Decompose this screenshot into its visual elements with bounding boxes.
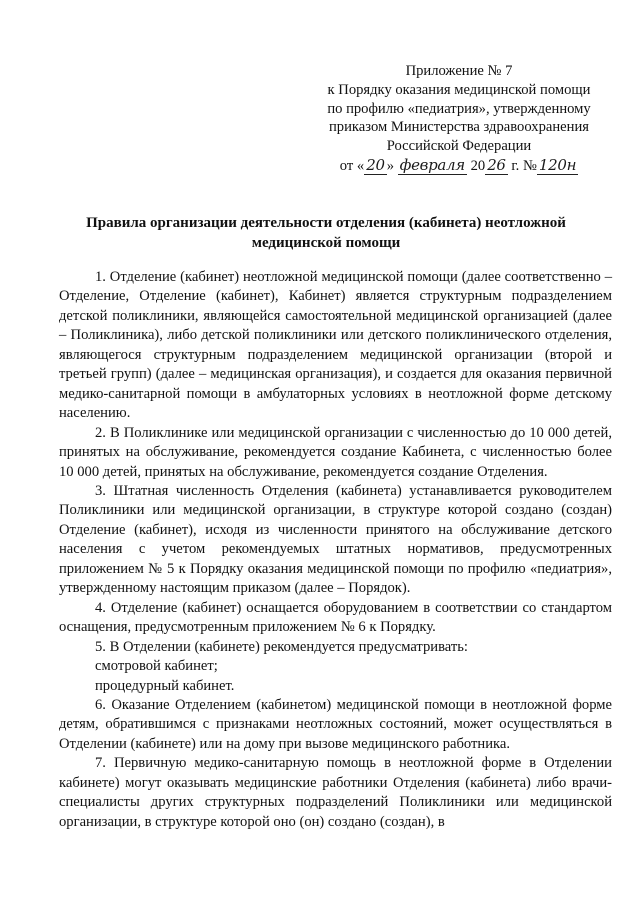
appendix-number: Приложение № 7 — [405, 63, 513, 79]
paragraph-6: 6. Оказание Отделением (кабинетом) медицинской помощи в неотложной форме детям, обратившимся с признаками неотложных состояний, может осуществляться в Отделении (кабинете) или на дому при вызове медицинского работника. — [59, 696, 612, 752]
appendix-header — [300, 62, 618, 176]
handwritten-order-number: 120н — [538, 155, 577, 174]
document-title — [40, 213, 612, 253]
handwritten-year: 26 — [487, 155, 506, 174]
appendix-line-2: к Порядку оказания медицинской помощи — [327, 81, 591, 98]
paragraph-5: 5. В Отделении (кабинете) рекомендуется предусматривать: — [95, 638, 468, 655]
paragraph-1: 1. Отделение (кабинет) неотложной медицинской помощи (далее соответственно – Отделение, Отделение (кабинет), Кабинет) является структурным подразделением детской поликлиники, являющейся самостоятельной медицинской организацией (далее – Поликлиника), либо детской поликлиники или детского поликлинического отделения, являющегося структурным подразделением медицинской организации (второй и третьей групп) (далее – медицинская организация), и создается для оказания первичной медико-санитарной помощи в амбулаторных условиях в неотложной форме детскому населению. — [59, 269, 612, 422]
year-prefix: 20 — [470, 157, 486, 174]
list-item-exam-room: смотровой кабинет; — [95, 658, 218, 675]
quote-close: » — [386, 157, 394, 174]
appendix-line-3: по профилю «педиатрия», утвержденному — [327, 100, 591, 117]
appendix-line-5: Российской Федерации — [386, 138, 532, 155]
paragraph-7: 7. Первичную медико-санитарную помощь в неотложной форме в Отделении кабинете) могут оказывать медицинские работники Отделения (кабинета) либо врачи-специалисты других структурных подразделений Поликлиники или медицинской организации, в структуре которой оно (он) создано (создан), в — [59, 755, 612, 830]
appendix-line-4: приказом Министерства здравоохранения — [329, 119, 589, 136]
document-body — [59, 268, 612, 832]
title-line-2: медицинской помощи — [251, 235, 401, 251]
paragraph-4: 4. Отделение (кабинет) оснащается оборудованием в соответствии со стандартом оснащения, предусмотренным приложением № 6 к Порядку. — [59, 599, 612, 636]
order-date-line — [300, 156, 618, 176]
year-tail: г. № — [507, 157, 537, 174]
paragraph-3: 3. Штатная численность Отделения (кабинета) устанавливается руководителем Поликлиники или медицинской организации, в структуре которой создано (создан) Отделение (кабинет), исходя из численности принятого на обслуживание детского населения с учетом рекомендуемых штатных нормативов, предусмотренных приложением № 5 к Порядку оказания медицинской помощи по профилю «педиатрия», утвержденному настоящим приказом (далее – Порядок). — [59, 482, 612, 597]
handwritten-day: 20 — [366, 155, 385, 174]
list-item-procedure-room: процедурный кабинет. — [95, 677, 235, 694]
handwritten-month: февраля — [399, 155, 465, 174]
date-prefix: от « — [339, 157, 365, 174]
paragraph-2: 2. В Поликлинике или медицинской организации с численностью до 10 000 детей, принятых на обслуживание, рекомендуется создание Кабинета, с численностью более 10 000 детей, принятых на обслуживание, рекомендуется создание Отделения. — [59, 424, 612, 480]
title-line-1: Правила организации деятельности отделения (кабинета) неотложной — [86, 215, 566, 231]
